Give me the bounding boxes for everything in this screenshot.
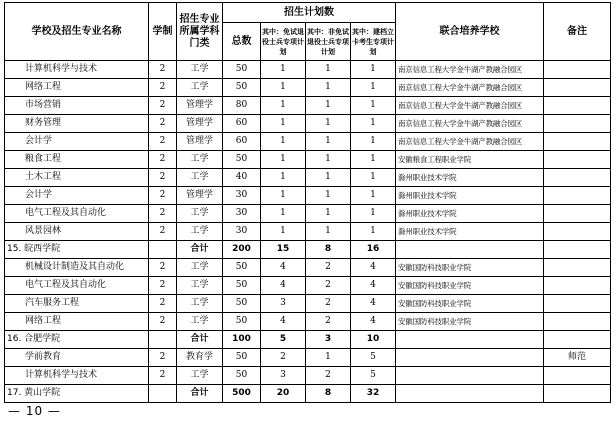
plan-poor-cell: 1 — [351, 133, 396, 151]
school-name: 17. 黄山学院 — [5, 385, 149, 403]
category-cell: 工学 — [177, 205, 223, 223]
duration-cell — [149, 331, 177, 349]
plan-nonexempt-cell: 1 — [306, 133, 351, 151]
duration-cell: 2 — [149, 349, 177, 367]
header-category: 招生专业所属学科门类 — [177, 3, 223, 61]
enrollment-table — [4, 2, 611, 403]
total-cell: 50 — [223, 61, 261, 79]
remark-cell — [544, 79, 611, 97]
partner-cell: 南京信息工程大学金牛湖产教融合园区 — [396, 133, 544, 151]
major-name: 计算机科学与技术 — [5, 61, 149, 79]
major-row — [5, 205, 611, 223]
duration-cell: 2 — [149, 223, 177, 241]
category-cell: 工学 — [177, 169, 223, 187]
header-plan-group: 招生计划数 — [223, 3, 396, 23]
plan-exempt-cell: 1 — [261, 187, 306, 205]
major-row — [5, 313, 611, 331]
subtotal-label: 合计 — [177, 241, 223, 259]
plan-nonexempt-cell: 2 — [306, 367, 351, 385]
category-cell: 工学 — [177, 61, 223, 79]
major-name: 财务管理 — [5, 115, 149, 133]
plan-exempt-cell: 1 — [261, 97, 306, 115]
total-cell: 50 — [223, 349, 261, 367]
major-row — [5, 277, 611, 295]
major-name: 学前教育 — [5, 349, 149, 367]
plan-poor-cell: 1 — [351, 115, 396, 133]
page-number: — 10 — — [8, 404, 61, 418]
plan-nonexempt-cell: 1 — [306, 349, 351, 367]
partner-cell: 安徽国防科技职业学院 — [396, 313, 544, 331]
plan-nonexempt-cell: 1 — [306, 61, 351, 79]
total-cell: 200 — [223, 241, 261, 259]
plan-poor-cell: 1 — [351, 169, 396, 187]
plan-nonexempt-cell: 1 — [306, 223, 351, 241]
total-cell: 100 — [223, 331, 261, 349]
duration-cell: 2 — [149, 277, 177, 295]
plan-poor-cell: 1 — [351, 205, 396, 223]
duration-cell — [149, 385, 177, 403]
duration-cell: 2 — [149, 259, 177, 277]
category-cell: 工学 — [177, 295, 223, 313]
plan-poor-cell: 5 — [351, 349, 396, 367]
category-cell: 管理学 — [177, 115, 223, 133]
category-cell: 工学 — [177, 277, 223, 295]
school-row — [5, 331, 611, 349]
plan-exempt-cell: 2 — [261, 349, 306, 367]
total-cell: 50 — [223, 295, 261, 313]
partner-cell: 安徽国防科技职业学院 — [396, 259, 544, 277]
plan-nonexempt-cell: 1 — [306, 115, 351, 133]
major-row — [5, 349, 611, 367]
major-name: 粮食工程 — [5, 151, 149, 169]
major-name: 网络工程 — [5, 313, 149, 331]
category-cell: 管理学 — [177, 97, 223, 115]
duration-cell: 2 — [149, 169, 177, 187]
partner-cell — [396, 349, 544, 367]
major-row — [5, 169, 611, 187]
major-name: 会计学 — [5, 133, 149, 151]
plan-poor-cell: 1 — [351, 223, 396, 241]
remark-cell — [544, 133, 611, 151]
total-cell: 30 — [223, 205, 261, 223]
total-cell: 50 — [223, 79, 261, 97]
plan-nonexempt-cell: 2 — [306, 277, 351, 295]
partner-cell: 安徽国防科技职业学院 — [396, 295, 544, 313]
remark-cell — [544, 367, 611, 385]
partner-cell: 滁州职业技术学院 — [396, 169, 544, 187]
table-body — [5, 61, 611, 403]
plan-exempt-cell: 1 — [261, 169, 306, 187]
duration-cell: 2 — [149, 133, 177, 151]
major-row — [5, 259, 611, 277]
remark-cell: 师范 — [544, 349, 611, 367]
school-name: 16. 合肥学院 — [5, 331, 149, 349]
partner-cell: 南京信息工程大学金牛湖产教融合园区 — [396, 97, 544, 115]
partner-cell — [396, 367, 544, 385]
duration-cell: 2 — [149, 97, 177, 115]
plan-exempt-cell: 15 — [261, 241, 306, 259]
plan-nonexempt-cell: 1 — [306, 187, 351, 205]
duration-cell: 2 — [149, 367, 177, 385]
major-row — [5, 133, 611, 151]
remark-cell — [544, 277, 611, 295]
plan-nonexempt-cell: 8 — [306, 385, 351, 403]
plan-poor-cell: 10 — [351, 331, 396, 349]
total-cell: 30 — [223, 223, 261, 241]
remark-cell — [544, 295, 611, 313]
duration-cell: 2 — [149, 79, 177, 97]
plan-nonexempt-cell: 1 — [306, 97, 351, 115]
total-cell: 60 — [223, 133, 261, 151]
duration-cell — [149, 241, 177, 259]
remark-cell — [544, 313, 611, 331]
category-cell: 工学 — [177, 367, 223, 385]
header-plan-nonexempt-veterans: 其中：非免试退役士兵专项计划 — [306, 23, 351, 61]
major-row — [5, 223, 611, 241]
major-row — [5, 97, 611, 115]
header-duration: 学制 — [149, 3, 177, 61]
duration-cell: 2 — [149, 205, 177, 223]
plan-nonexempt-cell: 2 — [306, 295, 351, 313]
category-cell: 工学 — [177, 313, 223, 331]
major-row — [5, 187, 611, 205]
plan-exempt-cell: 4 — [261, 259, 306, 277]
major-name: 计算机科学与技术 — [5, 367, 149, 385]
category-cell: 教育学 — [177, 349, 223, 367]
major-name: 会计学 — [5, 187, 149, 205]
total-cell: 40 — [223, 169, 261, 187]
plan-exempt-cell: 1 — [261, 79, 306, 97]
duration-cell: 2 — [149, 313, 177, 331]
duration-cell: 2 — [149, 151, 177, 169]
major-name: 电气工程及其自动化 — [5, 277, 149, 295]
plan-nonexempt-cell: 1 — [306, 79, 351, 97]
header-school-major: 学校及招生专业名称 — [5, 3, 149, 61]
subtotal-label: 合计 — [177, 331, 223, 349]
remark-cell — [544, 331, 611, 349]
partner-cell: 南京信息工程大学金牛湖产教融合园区 — [396, 79, 544, 97]
total-cell: 30 — [223, 187, 261, 205]
plan-nonexempt-cell: 2 — [306, 313, 351, 331]
total-cell: 50 — [223, 259, 261, 277]
major-name: 市场营销 — [5, 97, 149, 115]
partner-cell — [396, 385, 544, 403]
category-cell: 管理学 — [177, 187, 223, 205]
partner-cell: 南京信息工程大学金牛湖产教融合园区 — [396, 115, 544, 133]
remark-cell — [544, 115, 611, 133]
plan-nonexempt-cell: 2 — [306, 259, 351, 277]
plan-poor-cell: 4 — [351, 295, 396, 313]
plan-poor-cell: 1 — [351, 187, 396, 205]
plan-nonexempt-cell: 1 — [306, 169, 351, 187]
major-name: 机械设计制造及其自动化 — [5, 259, 149, 277]
major-name: 土木工程 — [5, 169, 149, 187]
plan-poor-cell: 5 — [351, 367, 396, 385]
partner-cell: 安徽粮食工程职业学院 — [396, 151, 544, 169]
duration-cell: 2 — [149, 61, 177, 79]
remark-cell — [544, 187, 611, 205]
total-cell: 60 — [223, 115, 261, 133]
major-row — [5, 61, 611, 79]
plan-nonexempt-cell: 3 — [306, 331, 351, 349]
remark-cell — [544, 385, 611, 403]
total-cell: 500 — [223, 385, 261, 403]
total-cell: 50 — [223, 277, 261, 295]
plan-nonexempt-cell: 1 — [306, 151, 351, 169]
plan-exempt-cell: 3 — [261, 367, 306, 385]
remark-cell — [544, 241, 611, 259]
plan-exempt-cell: 1 — [261, 205, 306, 223]
duration-cell: 2 — [149, 295, 177, 313]
plan-nonexempt-cell: 8 — [306, 241, 351, 259]
major-name: 风景园林 — [5, 223, 149, 241]
plan-exempt-cell: 3 — [261, 295, 306, 313]
major-name: 电气工程及其自动化 — [5, 205, 149, 223]
partner-cell — [396, 241, 544, 259]
plan-poor-cell: 1 — [351, 79, 396, 97]
partner-cell: 滁州职业技术学院 — [396, 205, 544, 223]
major-row — [5, 79, 611, 97]
major-row — [5, 151, 611, 169]
major-name: 网络工程 — [5, 79, 149, 97]
plan-exempt-cell: 1 — [261, 115, 306, 133]
plan-exempt-cell: 5 — [261, 331, 306, 349]
major-row — [5, 367, 611, 385]
total-cell: 50 — [223, 313, 261, 331]
category-cell: 管理学 — [177, 133, 223, 151]
remark-cell — [544, 151, 611, 169]
category-cell: 工学 — [177, 79, 223, 97]
plan-poor-cell: 4 — [351, 259, 396, 277]
major-name: 汽车服务工程 — [5, 295, 149, 313]
category-cell: 工学 — [177, 223, 223, 241]
plan-poor-cell: 1 — [351, 151, 396, 169]
major-row — [5, 295, 611, 313]
plan-exempt-cell: 1 — [261, 151, 306, 169]
plan-exempt-cell: 4 — [261, 277, 306, 295]
plan-exempt-cell: 20 — [261, 385, 306, 403]
partner-cell: 滁州职业技术学院 — [396, 187, 544, 205]
total-cell: 50 — [223, 151, 261, 169]
remark-cell — [544, 223, 611, 241]
total-cell: 50 — [223, 367, 261, 385]
partner-cell: 滁州职业技术学院 — [396, 223, 544, 241]
partner-cell: 南京信息工程大学金牛湖产教融合园区 — [396, 61, 544, 79]
remark-cell — [544, 205, 611, 223]
header-partner: 联合培养学校 — [396, 3, 544, 61]
duration-cell: 2 — [149, 115, 177, 133]
plan-exempt-cell: 1 — [261, 223, 306, 241]
category-cell: 工学 — [177, 259, 223, 277]
partner-cell: 安徽国防科技职业学院 — [396, 277, 544, 295]
header-remark: 备注 — [544, 3, 611, 61]
school-row — [5, 385, 611, 403]
major-row — [5, 115, 611, 133]
remark-cell — [544, 259, 611, 277]
plan-poor-cell: 4 — [351, 277, 396, 295]
remark-cell — [544, 169, 611, 187]
plan-exempt-cell: 4 — [261, 313, 306, 331]
header-plan-registered-poor: 其中：建档立卡考生专项计划 — [351, 23, 396, 61]
plan-poor-cell: 16 — [351, 241, 396, 259]
total-cell: 80 — [223, 97, 261, 115]
partner-cell — [396, 331, 544, 349]
plan-poor-cell: 32 — [351, 385, 396, 403]
category-cell: 工学 — [177, 151, 223, 169]
header-plan-exempt-veterans: 其中：免试退役士兵专项计划 — [261, 23, 306, 61]
plan-poor-cell: 1 — [351, 97, 396, 115]
plan-nonexempt-cell: 1 — [306, 205, 351, 223]
plan-poor-cell: 1 — [351, 61, 396, 79]
plan-exempt-cell: 1 — [261, 61, 306, 79]
header-total: 总数 — [223, 23, 261, 61]
remark-cell — [544, 61, 611, 79]
school-row — [5, 241, 611, 259]
school-name: 15. 皖西学院 — [5, 241, 149, 259]
subtotal-label: 合计 — [177, 385, 223, 403]
duration-cell: 2 — [149, 187, 177, 205]
plan-poor-cell: 4 — [351, 313, 396, 331]
plan-exempt-cell: 1 — [261, 133, 306, 151]
remark-cell — [544, 97, 611, 115]
